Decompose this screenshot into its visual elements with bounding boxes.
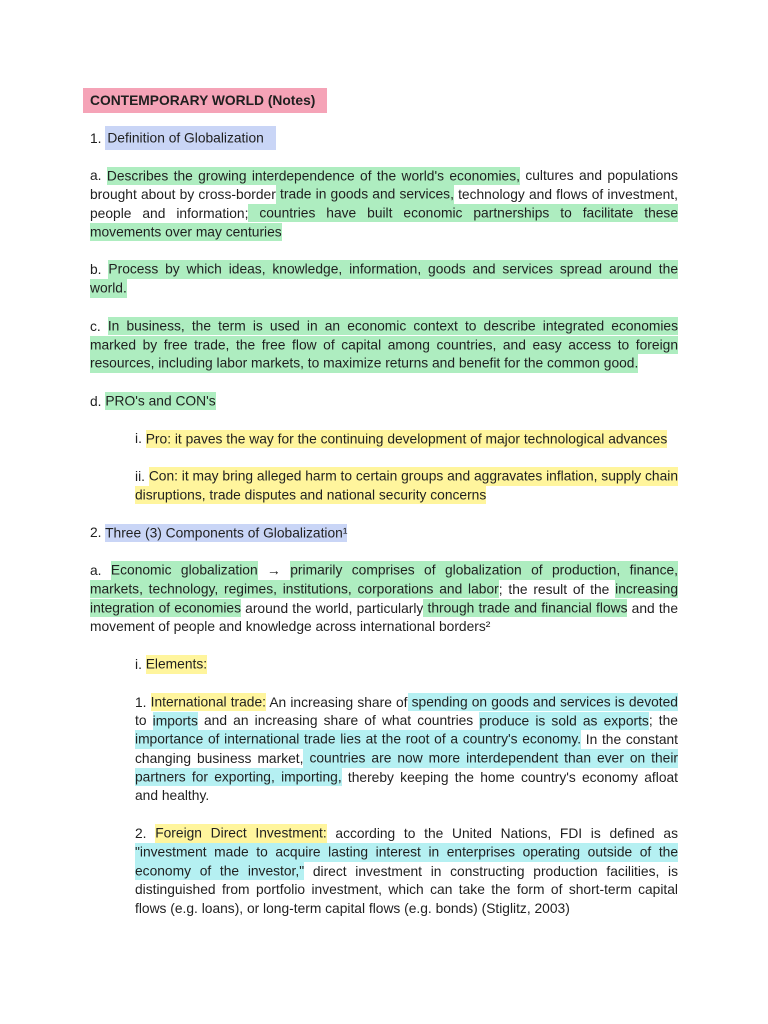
- element-foreign-direct-investment: [135, 825, 678, 919]
- green-highlighted-text: trade in goods and services,: [275, 186, 454, 202]
- element-international-trade: [135, 694, 678, 807]
- blue-highlighted-text: Definition of Globalization: [105, 126, 275, 150]
- plain-text: 2.: [90, 525, 106, 541]
- component-item-a: [90, 562, 678, 637]
- plain-text: and an increasing share of what countries: [197, 713, 480, 729]
- plain-text: An increasing share of: [265, 694, 408, 710]
- plain-text: b.: [90, 262, 109, 278]
- plain-text: to: [135, 713, 153, 729]
- cyan-highlighted-text: produce is sold as exports: [479, 713, 649, 729]
- yellow-highlighted-text: Elements:: [145, 656, 208, 672]
- elements-item-i: [135, 656, 678, 675]
- cyan-highlighted-text: importance of international trade lies at the root of a country's economy.: [135, 732, 582, 748]
- plain-text: 2.: [135, 826, 156, 842]
- definition-item-a: [90, 167, 678, 242]
- definition-item-b: [90, 261, 678, 299]
- cyan-highlighted-text: spending on goods and services is devoted: [407, 694, 678, 710]
- cyan-highlighted-text: "investment made to acquire lasting interest in enterprises operating outside of the economy of the investor,": [135, 844, 678, 879]
- plain-text: a.: [90, 562, 111, 578]
- green-highlighted-text: increasing integration of economies: [90, 581, 679, 616]
- plain-text: 1.: [135, 694, 151, 710]
- plain-text: ; the result of the: [498, 581, 616, 597]
- definition-item-c: [90, 318, 678, 374]
- plain-text: 1.: [90, 130, 106, 146]
- pros-item-i: [135, 430, 678, 449]
- plain-text: ; the: [648, 713, 678, 729]
- green-highlighted-text: primarily comprises of globalization of production, finance, markets, technology, regimes, institutions, corporations and labor: [90, 562, 679, 597]
- cyan-highlighted-text: imports: [152, 713, 198, 729]
- green-highlighted-text: PRO's and CON's: [105, 393, 216, 409]
- yellow-highlighted-text: Foreign Direct Investment:: [155, 826, 327, 842]
- heading-definition-of-globalization: [90, 130, 678, 149]
- blue-highlighted-text: Three (3) Components of Globalization¹: [105, 525, 348, 541]
- plain-text: c.: [90, 318, 108, 334]
- green-highlighted-text: Economic globalization: [110, 562, 258, 578]
- green-highlighted-text: Describes the growing interdependence of the world's economies,: [106, 168, 520, 184]
- yellow-highlighted-text: Pro: it paves the way for the continuing development of major technological advances: [145, 431, 668, 447]
- plain-text: ii.: [135, 468, 149, 484]
- plain-text: In the constant changing business market,: [135, 732, 679, 766]
- heading-components-of-globalization: [90, 524, 678, 543]
- plain-text: i.: [135, 431, 146, 447]
- document-body: [90, 130, 678, 938]
- green-highlighted-text: Process by which ideas, knowledge, information, goods and services spread around the world.: [90, 262, 678, 296]
- plain-text: direct investment in constructing production facilities, is distinguished from portfolio investment, which can take the form of short-term capital flows (e.g. loans), or long-term capital flows (e.g. bonds) (Stiglitz, 2003): [135, 863, 678, 917]
- plain-text: technology and flows of investment, people and information;: [90, 186, 678, 221]
- green-highlighted-text: In business, the term is used in an economic context to describe integrated economies marked by free trade, the free flow of capital among countries, and easy access to foreign resources, including labor markets, to maximize returns and benefit for the common good.: [90, 318, 678, 372]
- cons-item-ii: [135, 468, 678, 506]
- plain-text: and the movement of people and knowledge across international borders²: [90, 600, 679, 635]
- plain-text: according to the United Nations, FDI is defined as: [326, 826, 678, 842]
- plain-text: around the world, particularly: [241, 600, 424, 616]
- yellow-highlighted-text: International trade:: [150, 694, 266, 710]
- plain-text: i.: [135, 656, 146, 672]
- green-highlighted-text: through trade and financial flows: [423, 600, 628, 616]
- plain-text: cultures and populations brought about by cross-border: [90, 168, 678, 202]
- yellow-highlighted-text: Con: it may bring alleged harm to certain groups and aggravates inflation, supply chain disruptions, trade disputes and national security concerns: [135, 468, 678, 503]
- document-title-text: CONTEMPORARY WORLD (Notes): [90, 93, 316, 108]
- plain-text: →: [257, 562, 291, 578]
- green-highlighted-text: countries have built economic partnerships to facilitate these movements over may centuries: [90, 205, 679, 240]
- document-title: [83, 88, 327, 113]
- plain-text: a.: [90, 168, 107, 184]
- definition-item-d: [90, 393, 678, 412]
- plain-text: thereby keeping the home country's economy afloat and healthy.: [135, 769, 678, 804]
- plain-text: d.: [90, 393, 106, 409]
- cyan-highlighted-text: countries are now more interdependent than ever on their partners for exporting, importing,: [135, 750, 678, 785]
